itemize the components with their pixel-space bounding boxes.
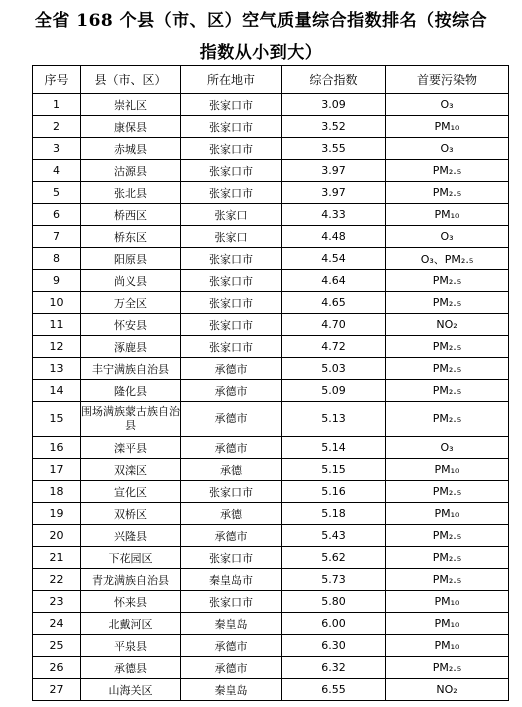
rank-cell: 25 bbox=[33, 635, 81, 657]
index-cell: 3.09 bbox=[282, 94, 386, 116]
index-cell: 6.30 bbox=[282, 635, 386, 657]
rank-cell: 23 bbox=[33, 591, 81, 613]
table-row bbox=[33, 481, 509, 503]
table-row bbox=[33, 569, 509, 591]
pollutant-cell: PM₁₀ bbox=[386, 635, 509, 657]
table-row bbox=[33, 525, 509, 547]
rank-cell: 1 bbox=[33, 94, 81, 116]
pollutant-cell: O₃ bbox=[386, 226, 509, 248]
rank-cell: 21 bbox=[33, 547, 81, 569]
index-cell: 4.65 bbox=[282, 292, 386, 314]
rank-cell: 22 bbox=[33, 569, 81, 591]
city-cell: 承德市 bbox=[181, 402, 282, 437]
pollutant-cell: PM₂.₅ bbox=[386, 160, 509, 182]
table-row bbox=[33, 160, 509, 182]
city-cell: 秦皇岛 bbox=[181, 613, 282, 635]
pollutant-cell: PM₂.₅ bbox=[386, 182, 509, 204]
index-cell: 6.55 bbox=[282, 679, 386, 701]
pollutant-cell: PM₁₀ bbox=[386, 116, 509, 138]
rank-cell: 6 bbox=[33, 204, 81, 226]
county-cell: 赤城县 bbox=[81, 138, 181, 160]
table-row bbox=[33, 591, 509, 613]
header-county: 县（市、区） bbox=[81, 66, 181, 94]
index-cell: 4.48 bbox=[282, 226, 386, 248]
rank-cell: 3 bbox=[33, 138, 81, 160]
index-cell: 5.03 bbox=[282, 358, 386, 380]
rank-cell: 15 bbox=[33, 402, 81, 437]
pollutant-cell: PM₁₀ bbox=[386, 591, 509, 613]
county-cell: 围场满族蒙古族自治县 bbox=[81, 402, 181, 437]
page-title-line-1: 全省 168 个县（市、区）空气质量综合指数排名（按综合 bbox=[34, 11, 488, 31]
county-cell: 隆化县 bbox=[81, 380, 181, 402]
county-cell: 张北县 bbox=[81, 182, 181, 204]
county-cell: 滦平县 bbox=[81, 437, 181, 459]
index-cell: 4.72 bbox=[282, 336, 386, 358]
ranking-table bbox=[32, 65, 509, 701]
county-cell: 沽源县 bbox=[81, 160, 181, 182]
table-row bbox=[33, 635, 509, 657]
county-cell: 桥东区 bbox=[81, 226, 181, 248]
table-row bbox=[33, 503, 509, 525]
city-cell: 张家口市 bbox=[181, 591, 282, 613]
rank-cell: 27 bbox=[33, 679, 81, 701]
pollutant-cell: PM₂.₅ bbox=[386, 380, 509, 402]
city-cell: 秦皇岛市 bbox=[181, 569, 282, 591]
table-row bbox=[33, 270, 509, 292]
city-cell: 张家口 bbox=[181, 226, 282, 248]
rank-cell: 26 bbox=[33, 657, 81, 679]
pollutant-cell: PM₁₀ bbox=[386, 613, 509, 635]
table-row bbox=[33, 657, 509, 679]
county-cell: 怀来县 bbox=[81, 591, 181, 613]
county-cell: 青龙满族自治县 bbox=[81, 569, 181, 591]
city-cell: 张家口市 bbox=[181, 94, 282, 116]
rank-cell: 19 bbox=[33, 503, 81, 525]
county-cell: 崇礼区 bbox=[81, 94, 181, 116]
rank-cell: 14 bbox=[33, 380, 81, 402]
index-cell: 5.14 bbox=[282, 437, 386, 459]
pollutant-cell: PM₂.₅ bbox=[386, 336, 509, 358]
rank-cell: 7 bbox=[33, 226, 81, 248]
pollutant-cell: PM₂.₅ bbox=[386, 657, 509, 679]
pollutant-cell: O₃、PM₂.₅ bbox=[386, 248, 509, 270]
index-cell: 4.64 bbox=[282, 270, 386, 292]
county-cell: 北戴河区 bbox=[81, 613, 181, 635]
index-cell: 4.33 bbox=[282, 204, 386, 226]
city-cell: 张家口市 bbox=[181, 292, 282, 314]
table-row bbox=[33, 402, 509, 437]
header-city: 所在地市 bbox=[181, 66, 282, 94]
city-cell: 承德市 bbox=[181, 437, 282, 459]
index-cell: 5.18 bbox=[282, 503, 386, 525]
rank-cell: 18 bbox=[33, 481, 81, 503]
county-cell: 万全区 bbox=[81, 292, 181, 314]
table-row bbox=[33, 437, 509, 459]
table-header-row bbox=[33, 66, 509, 94]
county-cell: 桥西区 bbox=[81, 204, 181, 226]
pollutant-cell: O₃ bbox=[386, 138, 509, 160]
table-row bbox=[33, 547, 509, 569]
header-pollutant: 首要污染物 bbox=[386, 66, 509, 94]
county-cell: 怀安县 bbox=[81, 314, 181, 336]
index-cell: 5.15 bbox=[282, 459, 386, 481]
index-cell: 5.13 bbox=[282, 402, 386, 437]
table-row bbox=[33, 292, 509, 314]
index-cell: 5.43 bbox=[282, 525, 386, 547]
city-cell: 张家口 bbox=[181, 204, 282, 226]
pollutant-cell: PM₂.₅ bbox=[386, 481, 509, 503]
header-index: 综合指数 bbox=[282, 66, 386, 94]
rank-cell: 16 bbox=[33, 437, 81, 459]
table-row bbox=[33, 380, 509, 402]
rank-cell: 24 bbox=[33, 613, 81, 635]
index-cell: 3.97 bbox=[282, 182, 386, 204]
pollutant-cell: PM₂.₅ bbox=[386, 402, 509, 437]
index-cell: 4.70 bbox=[282, 314, 386, 336]
county-cell: 涿鹿县 bbox=[81, 336, 181, 358]
city-cell: 张家口市 bbox=[181, 248, 282, 270]
rank-cell: 17 bbox=[33, 459, 81, 481]
pollutant-cell: PM₂.₅ bbox=[386, 358, 509, 380]
header-rank: 序号 bbox=[33, 66, 81, 94]
pollutant-cell: PM₂.₅ bbox=[386, 547, 509, 569]
index-cell: 3.55 bbox=[282, 138, 386, 160]
rank-cell: 20 bbox=[33, 525, 81, 547]
city-cell: 张家口市 bbox=[181, 116, 282, 138]
rank-cell: 9 bbox=[33, 270, 81, 292]
rank-cell: 2 bbox=[33, 116, 81, 138]
city-cell: 张家口市 bbox=[181, 182, 282, 204]
index-cell: 5.09 bbox=[282, 380, 386, 402]
city-cell: 张家口市 bbox=[181, 314, 282, 336]
city-cell: 承德市 bbox=[181, 525, 282, 547]
pollutant-cell: PM₁₀ bbox=[386, 459, 509, 481]
city-cell: 承德 bbox=[181, 503, 282, 525]
table-row bbox=[33, 182, 509, 204]
county-cell: 山海关区 bbox=[81, 679, 181, 701]
county-cell: 平泉县 bbox=[81, 635, 181, 657]
county-cell: 丰宁满族自治县 bbox=[81, 358, 181, 380]
pollutant-cell: NO₂ bbox=[386, 679, 509, 701]
table-row bbox=[33, 358, 509, 380]
table-row bbox=[33, 94, 509, 116]
table-row bbox=[33, 336, 509, 358]
county-cell: 兴隆县 bbox=[81, 525, 181, 547]
city-cell: 承德 bbox=[181, 459, 282, 481]
rank-cell: 13 bbox=[33, 358, 81, 380]
table-row bbox=[33, 204, 509, 226]
pollutant-cell: O₃ bbox=[386, 437, 509, 459]
pollutant-cell: PM₂.₅ bbox=[386, 569, 509, 591]
pollutant-cell: PM₂.₅ bbox=[386, 525, 509, 547]
city-cell: 张家口市 bbox=[181, 481, 282, 503]
pollutant-cell: PM₂.₅ bbox=[386, 270, 509, 292]
index-cell: 5.62 bbox=[282, 547, 386, 569]
rank-cell: 5 bbox=[33, 182, 81, 204]
city-cell: 承德市 bbox=[181, 358, 282, 380]
county-cell: 双滦区 bbox=[81, 459, 181, 481]
rank-cell: 12 bbox=[33, 336, 81, 358]
city-cell: 张家口市 bbox=[181, 270, 282, 292]
pollutant-cell: NO₂ bbox=[386, 314, 509, 336]
table-row bbox=[33, 138, 509, 160]
table-row bbox=[33, 226, 509, 248]
city-cell: 承德市 bbox=[181, 657, 282, 679]
county-cell: 尚义县 bbox=[81, 270, 181, 292]
county-cell: 下花园区 bbox=[81, 547, 181, 569]
table-row bbox=[33, 116, 509, 138]
county-cell: 康保县 bbox=[81, 116, 181, 138]
rank-cell: 11 bbox=[33, 314, 81, 336]
table-row bbox=[33, 613, 509, 635]
rank-cell: 8 bbox=[33, 248, 81, 270]
county-cell: 承德县 bbox=[81, 657, 181, 679]
pollutant-cell: O₃ bbox=[386, 94, 509, 116]
city-cell: 张家口市 bbox=[181, 336, 282, 358]
rank-cell: 10 bbox=[33, 292, 81, 314]
city-cell: 承德市 bbox=[181, 380, 282, 402]
index-cell: 5.16 bbox=[282, 481, 386, 503]
index-cell: 6.32 bbox=[282, 657, 386, 679]
pollutant-cell: PM₂.₅ bbox=[386, 292, 509, 314]
index-cell: 4.54 bbox=[282, 248, 386, 270]
table-row bbox=[33, 459, 509, 481]
table-row bbox=[33, 314, 509, 336]
city-cell: 张家口市 bbox=[181, 160, 282, 182]
pollutant-cell: PM₁₀ bbox=[386, 204, 509, 226]
table-row bbox=[33, 679, 509, 701]
city-cell: 秦皇岛 bbox=[181, 679, 282, 701]
index-cell: 5.73 bbox=[282, 569, 386, 591]
index-cell: 3.52 bbox=[282, 116, 386, 138]
page-title-line-2: 指数从小到大） bbox=[199, 43, 323, 63]
city-cell: 承德市 bbox=[181, 635, 282, 657]
county-cell: 阳原县 bbox=[81, 248, 181, 270]
pollutant-cell: PM₁₀ bbox=[386, 503, 509, 525]
county-cell: 宣化区 bbox=[81, 481, 181, 503]
county-cell: 双桥区 bbox=[81, 503, 181, 525]
rank-cell: 4 bbox=[33, 160, 81, 182]
index-cell: 5.80 bbox=[282, 591, 386, 613]
index-cell: 6.00 bbox=[282, 613, 386, 635]
index-cell: 3.97 bbox=[282, 160, 386, 182]
city-cell: 张家口市 bbox=[181, 547, 282, 569]
table-row bbox=[33, 248, 509, 270]
city-cell: 张家口市 bbox=[181, 138, 282, 160]
